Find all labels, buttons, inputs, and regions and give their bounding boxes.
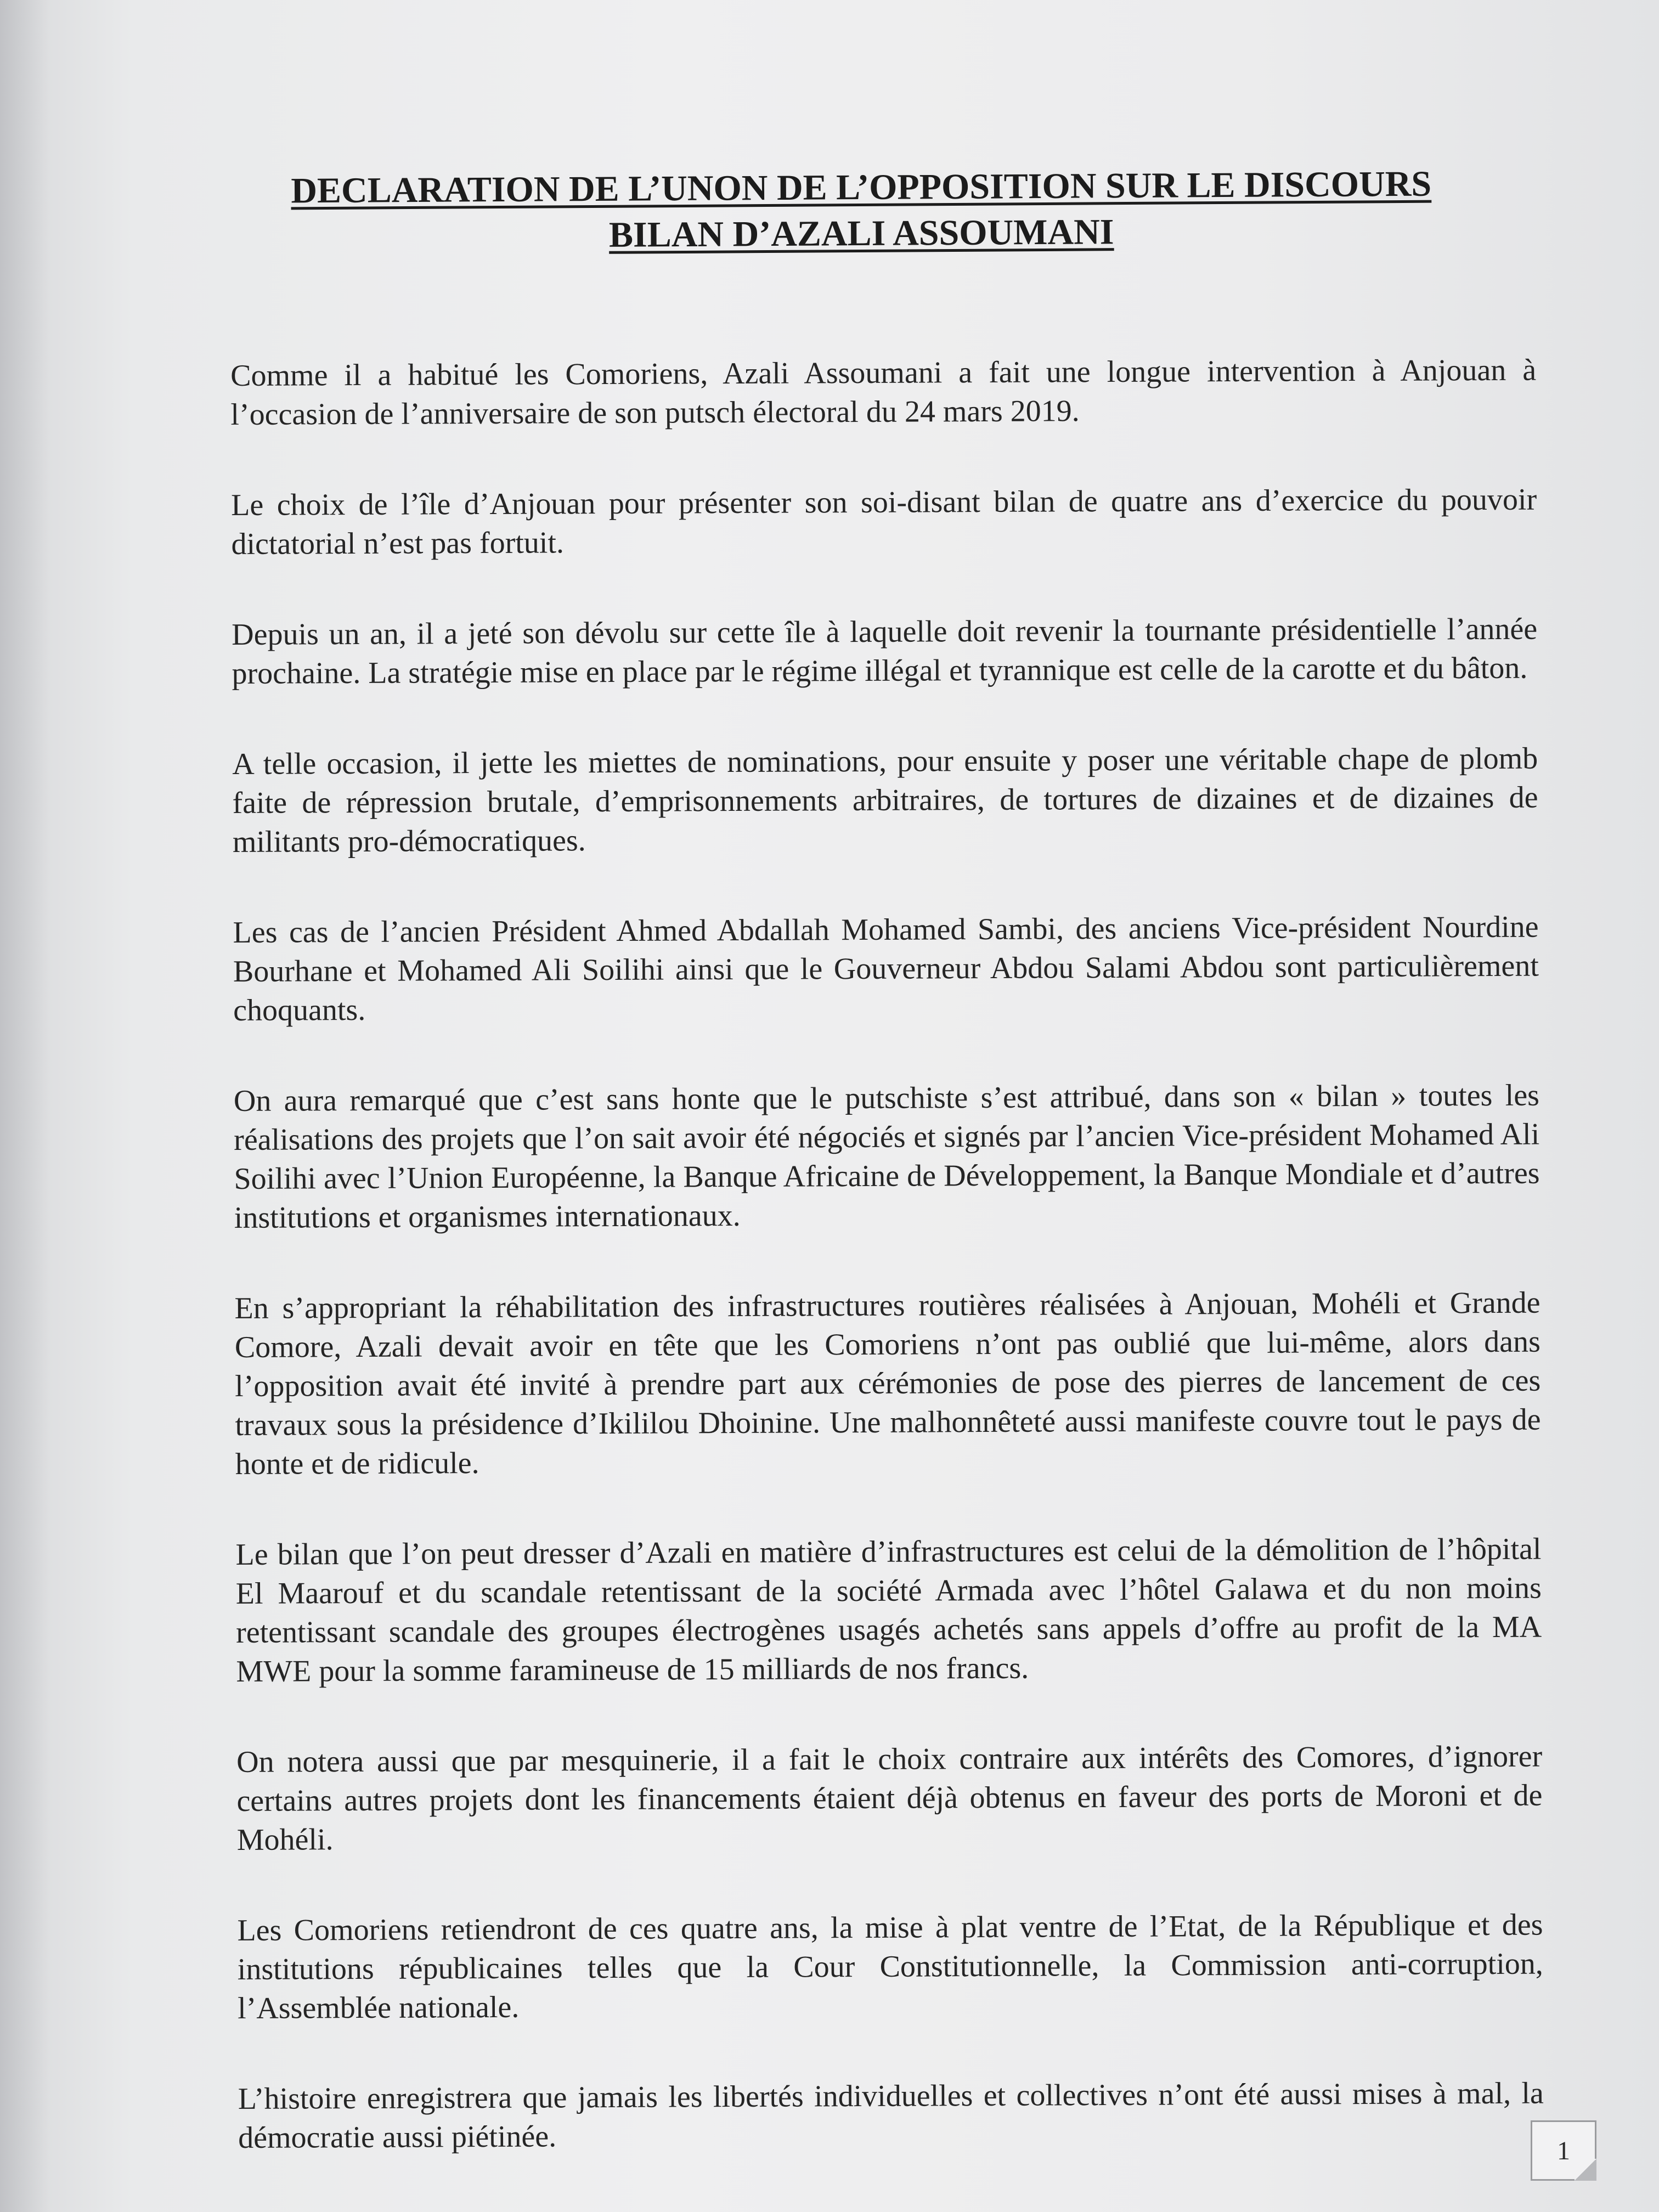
paragraph-10: Les Comoriens retiendront de ces quatre ans, la mise à plat ventre de l’Etat, de la République et des institutions républicaines telles que la Cour Constitutionnelle, la Commission anti-corruption, l’Assemblée nationale. xyxy=(237,1908,1543,2025)
title-line-2: BILAN D’AZALI ASSOUMANI xyxy=(608,212,1114,255)
paragraph-11: L’histoire enregistrera que jamais les libertés individuelles et collectives n’ont été aussi mises à mal, la démocratie aussi piétinée. xyxy=(238,2076,1544,2155)
paragraph-9: On notera aussi que par mesquinerie, il a fait le choix contraire aux intérêts des Comores, d’ignorer certains autres projets dont les financements étaient déjà obtenus en faveur des ports de Moroni et de Mohéli. xyxy=(236,1739,1543,1857)
paragraph-4: A telle occasion, il jette les miettes de nominations, pour ensuite y poser une véritable chape de plomb faite de répression brutale, d’emprisonnements arbitraires, de tortures de dizaines et de dizaines de militants pro-démocratiques. xyxy=(232,741,1538,859)
paragraph-8: Le bilan que l’on peut dresser d’Azali en matière d’infrastructures est celui de la démolition de l’hôpital El Maarouf et du scandale retentissant de la société Armada avec l’hôtel Galawa et du non moins retentissant scandale des groupes électrogènes usagés achetés sans appels d’offre au profit de la MA MWE pour la somme faramineuse de 15 milliards de nos francs. xyxy=(235,1532,1542,1689)
page-number: 1 xyxy=(1531,2120,1596,2181)
paragraph-2: Le choix de l’île d’Anjouan pour présenter son soi-disant bilan de quatre ans d’exercice du pouvoir dictatorial n’est pas fortuit. xyxy=(231,482,1537,561)
document-title xyxy=(241,161,1482,261)
document-body xyxy=(230,351,1544,2209)
paragraph-6: On aura remarqué que c’est sans honte que le putschiste s’est attribué, dans son « bilan » toutes les réalisations des projets que l’on sait avoir été négociés et signés par l’ancien Vice-président Mohamed Ali Soilihi avec l’Union Européenne, la Banque Africaine de Développement, la Banque Mondiale et d’autres institutions et organismes internationaux. xyxy=(233,1078,1540,1235)
paragraph-5: Les cas de l’ancien Président Ahmed Abdallah Mohamed Sambi, des anciens Vice-président Nourdine Bourhane et Mohamed Ali Soilihi ainsi que le Gouverneur Abdou Salami Abdou sont particulièrement choquants. xyxy=(233,910,1539,1028)
paragraph-7: En s’appropriant la réhabilitation des infrastructures routières réalisées à Anjouan, Mohéli et Grande Comore, Azali devait avoir en tête que les Comoriens n’ont pas oublié que lui-même, alors dans l’opposition avait été invité à prendre part aux cérémonies de pose des pierres de lancement de ces travaux sous la présidence d’Ikililou Dhoinine. Une malhonnêteté aussi manifeste couvre tout le pays de honte et de ridicule. xyxy=(234,1285,1541,1481)
title-line-1: DECLARATION DE L’UNON DE L’OPPOSITION SUR LE DISCOURS xyxy=(291,163,1432,211)
paragraph-3: Depuis un an, il a jeté son dévolu sur cette île à laquelle doit revenir la tournante présidentielle l’année prochaine. La stratégie mise en place par le régime illégal et tyrannique est celle de la carotte et du bâton. xyxy=(232,612,1538,691)
paragraph-1: Comme il a habitué les Comoriens, Azali Assoumani a fait une longue intervention à Anjouan à l’occasion de l’anniversaire de son putsch électoral du 24 mars 2019. xyxy=(230,353,1537,432)
